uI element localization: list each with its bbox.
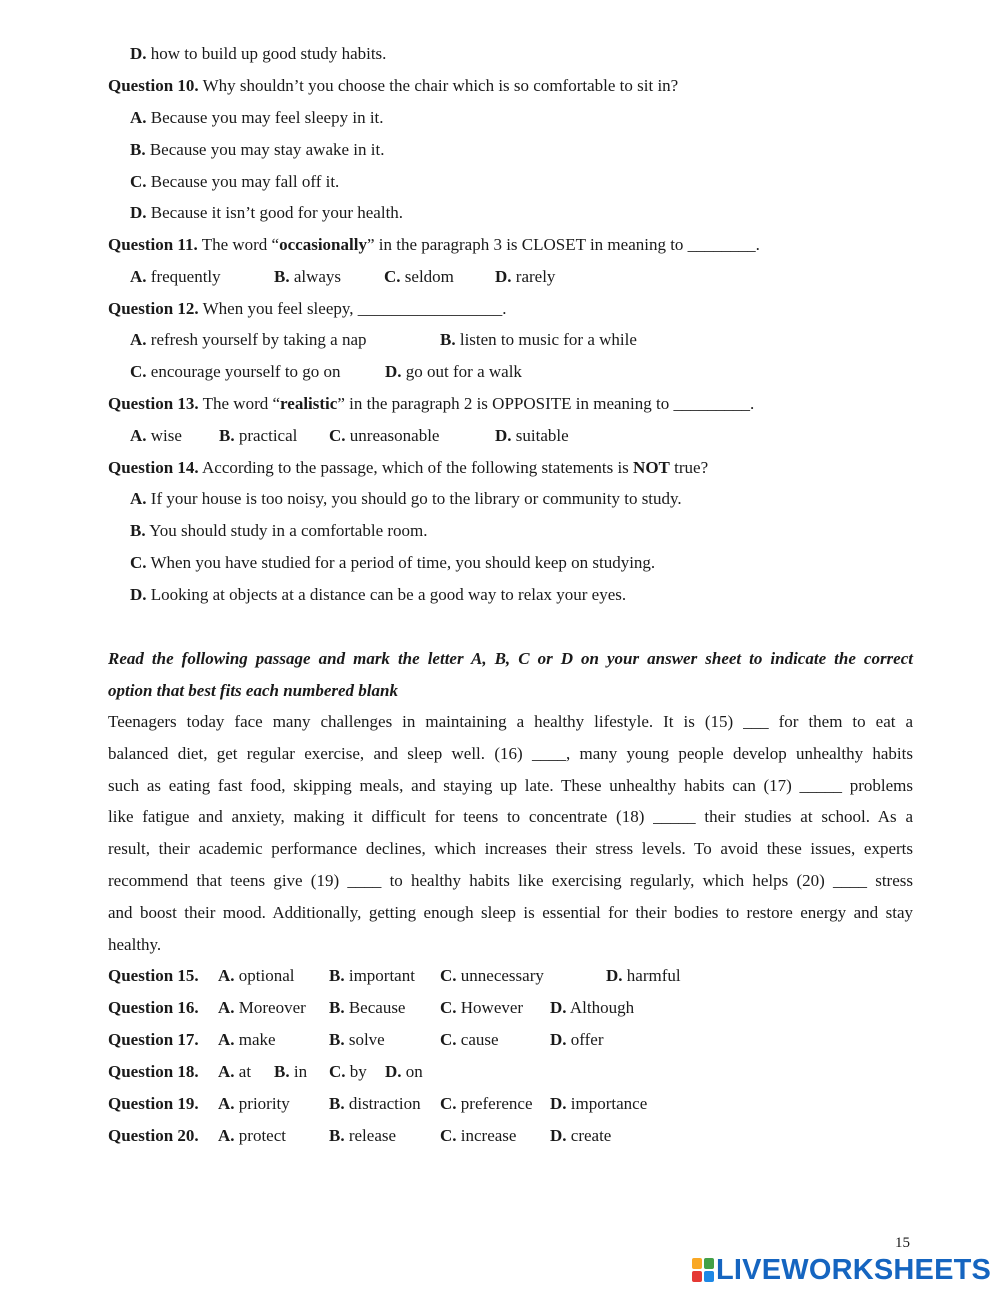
q13-options — [0, 424, 1000, 448]
option-letter: D. — [550, 1126, 567, 1145]
option-letter: D. — [130, 203, 147, 222]
option-text: If your house is too noisy, you should go to the library or community to study. — [146, 489, 682, 508]
question-text: ” in the paragraph 3 is CLOSET in meaning to ________. — [366, 235, 760, 254]
q13-option-a — [130, 424, 182, 448]
option-text: suitable — [511, 426, 569, 445]
instruction-line: option that best fits each numbered blank — [108, 681, 398, 700]
question-keyword: occasionally — [279, 235, 367, 254]
answer-option-a — [218, 964, 295, 988]
question-text: When you feel sleepy, _________________. — [198, 299, 507, 318]
option-letter: B. — [329, 1126, 345, 1145]
q11-option-c — [384, 265, 454, 289]
option-text: cause — [456, 1030, 499, 1049]
question-label: Question 19. — [108, 1094, 199, 1113]
passage-line: like fatigue and anxiety, making it difficult for teens to concentrate (18) _____ their studies at school. As a — [108, 807, 913, 827]
question-keyword: NOT — [633, 458, 670, 477]
q12-option-d — [385, 360, 522, 384]
logo-tile — [704, 1271, 714, 1282]
question-label: Question 18. — [108, 1062, 199, 1081]
option-letter: B. — [329, 966, 345, 985]
question-13 — [108, 392, 754, 416]
option-letter: C. — [440, 1030, 457, 1049]
q10-option-c — [130, 170, 339, 194]
option-letter: A. — [218, 1094, 235, 1113]
option-text: go out for a walk — [401, 362, 522, 381]
question-12 — [108, 297, 507, 321]
answer-option-b — [329, 1092, 421, 1116]
answer-row-19 — [0, 1092, 1000, 1116]
option-text: importance — [566, 1094, 648, 1113]
q12-option-c — [130, 360, 341, 384]
passage-line: such as eating fast food, skipping meals, and staying up late. These unhealthy habits can (17) _____ problems — [108, 775, 913, 795]
question-label: Question 14. — [108, 458, 199, 477]
q11-option-a — [130, 265, 221, 289]
answer-option-a — [218, 1124, 286, 1148]
option-text: practical — [234, 426, 298, 445]
option-letter: A. — [218, 1126, 235, 1145]
page-number: 15 — [895, 1235, 910, 1251]
option-text: Looking at objects at a distance can be a good way to relax your eyes. — [146, 585, 627, 604]
option-letter: A. — [218, 966, 235, 985]
answer-row-16 — [0, 996, 1000, 1020]
option-letter: B. — [440, 330, 456, 349]
q10-option-d — [130, 201, 403, 225]
option-letter: B. — [329, 1030, 345, 1049]
option-text: frequently — [146, 267, 221, 286]
option-letter: A. — [130, 330, 147, 349]
question-keyword: realistic — [280, 394, 338, 413]
option-text: Although — [566, 998, 635, 1017]
answer-row-20 — [0, 1124, 1000, 1148]
question-text: ” in the paragraph 2 is OPPOSITE in meaning to _________. — [337, 394, 755, 413]
option-text: optional — [234, 966, 295, 985]
q9-option-d — [130, 42, 386, 66]
question-text: According to the passage, which of the following statements is — [198, 458, 634, 477]
logo-text: LIVEWORKSHEETS — [716, 1254, 992, 1286]
question-label: Question 11. — [108, 235, 198, 254]
cloze-passage — [108, 706, 913, 960]
passage-line: result, their academic performance declines, which increases their stress levels. To avoid these issues, experts — [108, 839, 913, 859]
option-letter: B. — [130, 140, 146, 159]
option-letter: D. — [495, 267, 512, 286]
option-letter: B. — [130, 521, 146, 540]
option-letter: A. — [218, 998, 235, 1017]
answer-option-c — [440, 1092, 533, 1116]
question-text: The word “ — [197, 235, 280, 254]
answer-option-d — [606, 964, 681, 988]
liveworksheets-logo[interactable] — [692, 1254, 991, 1286]
logo-mark-icon — [692, 1258, 714, 1282]
q14-option-a — [130, 487, 682, 511]
option-text: distraction — [344, 1094, 421, 1113]
option-letter: D. — [606, 966, 623, 985]
answer-option-b — [329, 1124, 396, 1148]
option-text: always — [289, 267, 342, 286]
option-letter: C. — [329, 1062, 346, 1081]
option-letter: C. — [440, 998, 457, 1017]
option-text: You should study in a comfortable room. — [145, 521, 428, 540]
question-label: Question 15. — [108, 966, 199, 985]
option-letter: A. — [130, 489, 147, 508]
instruction-line: Read the following passage and mark the letter A, B, C or D on your answer sheet to indicate the correct — [108, 649, 913, 668]
passage-line: healthy. — [108, 934, 162, 954]
option-text: rarely — [511, 267, 556, 286]
answer-row-18 — [0, 1060, 1000, 1084]
option-text: encourage yourself to go on — [146, 362, 341, 381]
option-text: unnecessary — [456, 966, 544, 985]
answer-option-b — [274, 1060, 307, 1084]
question-label: Question 12. — [108, 299, 199, 318]
option-text: protect — [234, 1126, 286, 1145]
option-letter: C. — [440, 966, 457, 985]
question-text: The word “ — [198, 394, 281, 413]
question-text: Why shouldn’t you choose the chair which is so comfortable to sit in? — [198, 76, 679, 95]
option-letter: D. — [130, 585, 147, 604]
question-10 — [108, 74, 678, 98]
option-letter: A. — [218, 1062, 235, 1081]
option-text: unreasonable — [345, 426, 440, 445]
option-text: solve — [344, 1030, 385, 1049]
section-instruction — [108, 643, 913, 707]
answer-option-d — [550, 996, 634, 1020]
passage-line: and boost their mood. Additionally, getting enough sleep is essential for their bodies to restore energy and stay — [108, 902, 913, 922]
answer-option-d — [550, 1028, 604, 1052]
q12-option-a — [130, 328, 367, 352]
q13-option-d — [495, 424, 569, 448]
question-label: Question 20. — [108, 1126, 199, 1145]
option-text: offer — [566, 1030, 604, 1049]
answer-option-c — [329, 1060, 367, 1084]
answer-option-d — [550, 1092, 647, 1116]
option-text: refresh yourself by taking a nap — [146, 330, 367, 349]
question-text: true? — [669, 458, 709, 477]
option-text: Because you may fall off it. — [146, 172, 340, 191]
option-text: Moreover — [234, 998, 306, 1017]
question-label: Question 13. — [108, 394, 199, 413]
option-text: seldom — [400, 267, 454, 286]
option-letter: A. — [218, 1030, 235, 1049]
question-label: Question 16. — [108, 998, 199, 1017]
q14-option-b — [130, 519, 428, 543]
option-letter: D. — [550, 1030, 567, 1049]
option-letter: B. — [329, 998, 345, 1017]
answer-option-a — [218, 1060, 251, 1084]
option-letter: C. — [130, 553, 147, 572]
option-letter: D. — [385, 1062, 402, 1081]
option-text: However — [456, 998, 524, 1017]
answer-option-a — [218, 1092, 290, 1116]
option-text: in — [289, 1062, 308, 1081]
option-letter: C. — [130, 362, 147, 381]
question-11 — [108, 233, 760, 257]
option-text: preference — [456, 1094, 533, 1113]
q13-option-b — [219, 424, 297, 448]
option-text: at — [234, 1062, 252, 1081]
q12-options-cd — [0, 360, 1000, 384]
logo-tile — [692, 1258, 702, 1269]
answer-option-b — [329, 1028, 385, 1052]
option-letter: C. — [384, 267, 401, 286]
option-text: listen to music for a while — [455, 330, 637, 349]
option-text: make — [234, 1030, 276, 1049]
logo-tile — [704, 1258, 714, 1269]
option-letter: C. — [130, 172, 147, 191]
answer-row-17 — [0, 1028, 1000, 1052]
option-letter: C. — [329, 426, 346, 445]
option-text: Because you may feel sleepy in it. — [146, 108, 384, 127]
option-text: release — [344, 1126, 397, 1145]
option-text: increase — [456, 1126, 517, 1145]
option-letter: D. — [550, 1094, 567, 1113]
option-letter: C. — [440, 1094, 457, 1113]
option-letter: B. — [219, 426, 235, 445]
q10-option-b — [130, 138, 384, 162]
option-text: Because — [344, 998, 406, 1017]
answer-option-c — [440, 996, 523, 1020]
option-letter: D. — [495, 426, 512, 445]
option-letter: C. — [440, 1126, 457, 1145]
question-14 — [108, 456, 708, 480]
option-text: wise — [146, 426, 182, 445]
q13-option-c — [329, 424, 439, 448]
answer-option-d — [385, 1060, 423, 1084]
option-letter: D. — [550, 998, 567, 1017]
option-text: Because you may stay awake in it. — [145, 140, 385, 159]
answer-option-d — [550, 1124, 611, 1148]
option-text: harmful — [622, 966, 681, 985]
question-label: Question 17. — [108, 1030, 199, 1049]
option-letter: A. — [130, 108, 147, 127]
q14-option-d — [130, 583, 626, 607]
q10-option-a — [130, 106, 384, 130]
passage-line: balanced diet, get regular exercise, and sleep well. (16) ____, many young people develop unhealthy habits — [108, 743, 913, 763]
answer-option-b — [329, 964, 415, 988]
question-label: Question 10. — [108, 76, 199, 95]
option-text: on — [401, 1062, 423, 1081]
option-text: by — [345, 1062, 367, 1081]
option-letter: B. — [329, 1094, 345, 1113]
answer-option-a — [218, 1028, 276, 1052]
q11-option-d — [495, 265, 555, 289]
option-text: priority — [234, 1094, 290, 1113]
option-letter: A. — [130, 267, 147, 286]
option-letter: A. — [130, 426, 147, 445]
answer-option-c — [440, 1124, 516, 1148]
q14-option-c — [130, 551, 655, 575]
answer-option-c — [440, 1028, 499, 1052]
q11-options — [0, 265, 1000, 289]
option-text: how to build up good study habits. — [146, 44, 387, 63]
option-letter: B. — [274, 267, 290, 286]
option-letter: D. — [130, 44, 147, 63]
option-letter: D. — [385, 362, 402, 381]
answer-option-a — [218, 996, 306, 1020]
option-text: create — [566, 1126, 612, 1145]
q12-options-ab — [0, 328, 1000, 352]
answer-option-b — [329, 996, 405, 1020]
q12-option-b — [440, 328, 637, 352]
option-text: When you have studied for a period of time, you should keep on studying. — [146, 553, 656, 572]
q11-option-b — [274, 265, 341, 289]
passage-line: recommend that teens give (19) ____ to healthy habits like exercising regularly, which helps (20) ____ stress — [108, 870, 913, 890]
logo-tile — [692, 1271, 702, 1282]
option-text: important — [344, 966, 415, 985]
passage-line: Teenagers today face many challenges in maintaining a healthy lifestyle. It is (15) ___ for them to eat a — [108, 712, 913, 731]
answer-option-c — [440, 964, 544, 988]
answer-row-15 — [0, 964, 1000, 988]
option-text: Because it isn’t good for your health. — [146, 203, 404, 222]
option-letter: B. — [274, 1062, 290, 1081]
